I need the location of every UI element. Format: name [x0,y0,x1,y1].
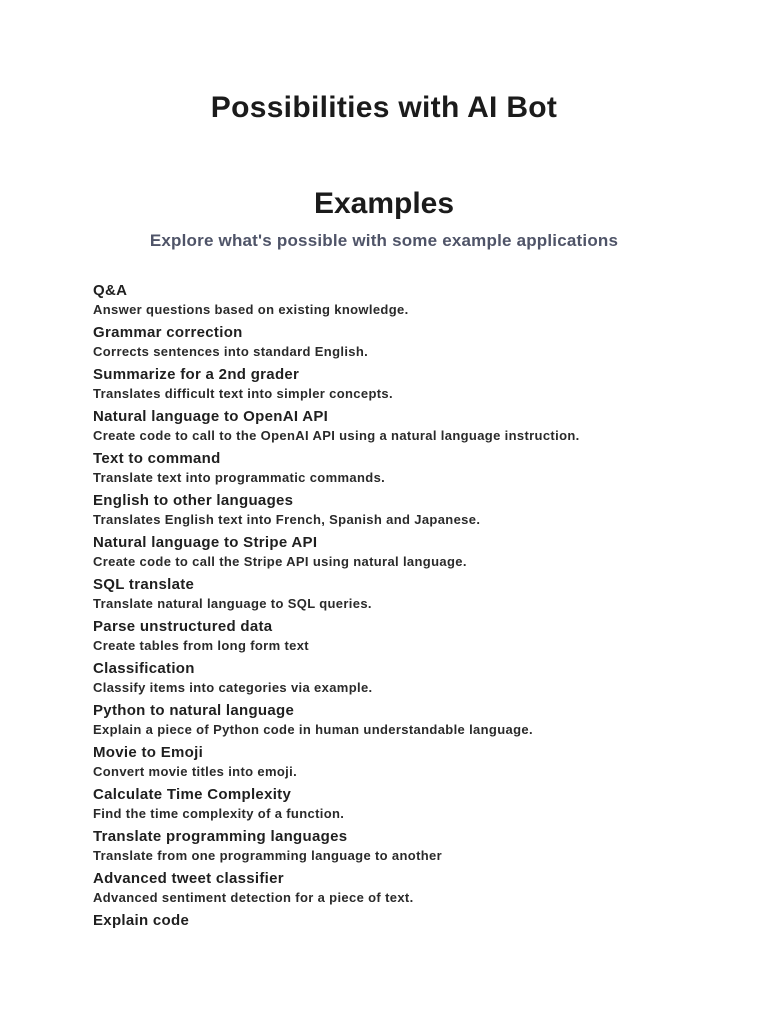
example-title: Movie to Emoji [93,744,204,761]
example-description: Translate text into programmatic commands. [93,470,386,485]
example-item-nl-to-openai-api [93,407,733,449]
example-title: English to other languages [93,492,294,509]
example-description: Classify items into categories via example. [93,680,373,695]
example-item-parse-unstructured-data [93,617,733,659]
example-title: Natural language to Stripe API [93,534,318,551]
example-title: Calculate Time Complexity [93,786,292,803]
example-item-english-to-other-languages [93,491,733,533]
example-description: Translate natural language to SQL queries. [93,596,372,611]
example-item-python-to-natural-language [93,701,733,743]
example-description: Convert movie titles into emoji. [93,764,298,779]
example-title: Natural language to OpenAI API [93,408,329,425]
example-description: Answer questions based on existing knowledge. [93,302,409,317]
example-item-advanced-tweet-classifier [93,869,733,911]
example-item-summarize [93,365,733,407]
example-title: SQL translate [93,576,195,593]
example-item-nl-to-stripe-api [93,533,733,575]
example-description: Explain a piece of Python code in human understandable language. [93,722,533,737]
example-description: Create code to call the Stripe API using natural language. [93,554,467,569]
example-item-translate-programming-languages [93,827,733,869]
example-title: Python to natural language [93,702,295,719]
example-title: Q&A [93,282,128,299]
example-title: Parse unstructured data [93,618,273,635]
example-item-sql-translate [93,575,733,617]
example-item-movie-to-emoji [93,743,733,785]
example-item-grammar-correction [93,323,733,365]
document-title: Possibilities with AI Bot [210,91,558,124]
example-item-explain-code [93,911,733,953]
example-title: Translate programming languages [93,828,348,845]
example-item-time-complexity [93,785,733,827]
example-title: Grammar correction [93,324,243,341]
example-title: Classification [93,660,195,677]
example-description: Create tables from long form text [93,638,309,653]
example-title: Explain code [93,912,190,929]
examples-list [93,281,733,953]
examples-subtitle: Explore what's possible with some example applications [149,231,619,250]
example-description: Corrects sentences into standard English. [93,344,369,359]
example-item-qa [93,281,733,323]
example-title: Text to command [93,450,221,467]
example-description: Translate from one programming language to another [93,848,443,863]
example-title: Summarize for a 2nd grader [93,366,300,383]
example-description: Create code to call to the OpenAI API using a natural language instruction. [93,428,580,443]
examples-heading: Examples [313,187,455,220]
example-item-classification [93,659,733,701]
example-description: Find the time complexity of a function. [93,806,345,821]
example-item-text-to-command [93,449,733,491]
example-description: Translates English text into French, Spanish and Japanese. [93,512,481,527]
example-description: Advanced sentiment detection for a piece of text. [93,890,414,905]
example-title: Advanced tweet classifier [93,870,284,887]
example-description: Translates difficult text into simpler concepts. [93,386,393,401]
